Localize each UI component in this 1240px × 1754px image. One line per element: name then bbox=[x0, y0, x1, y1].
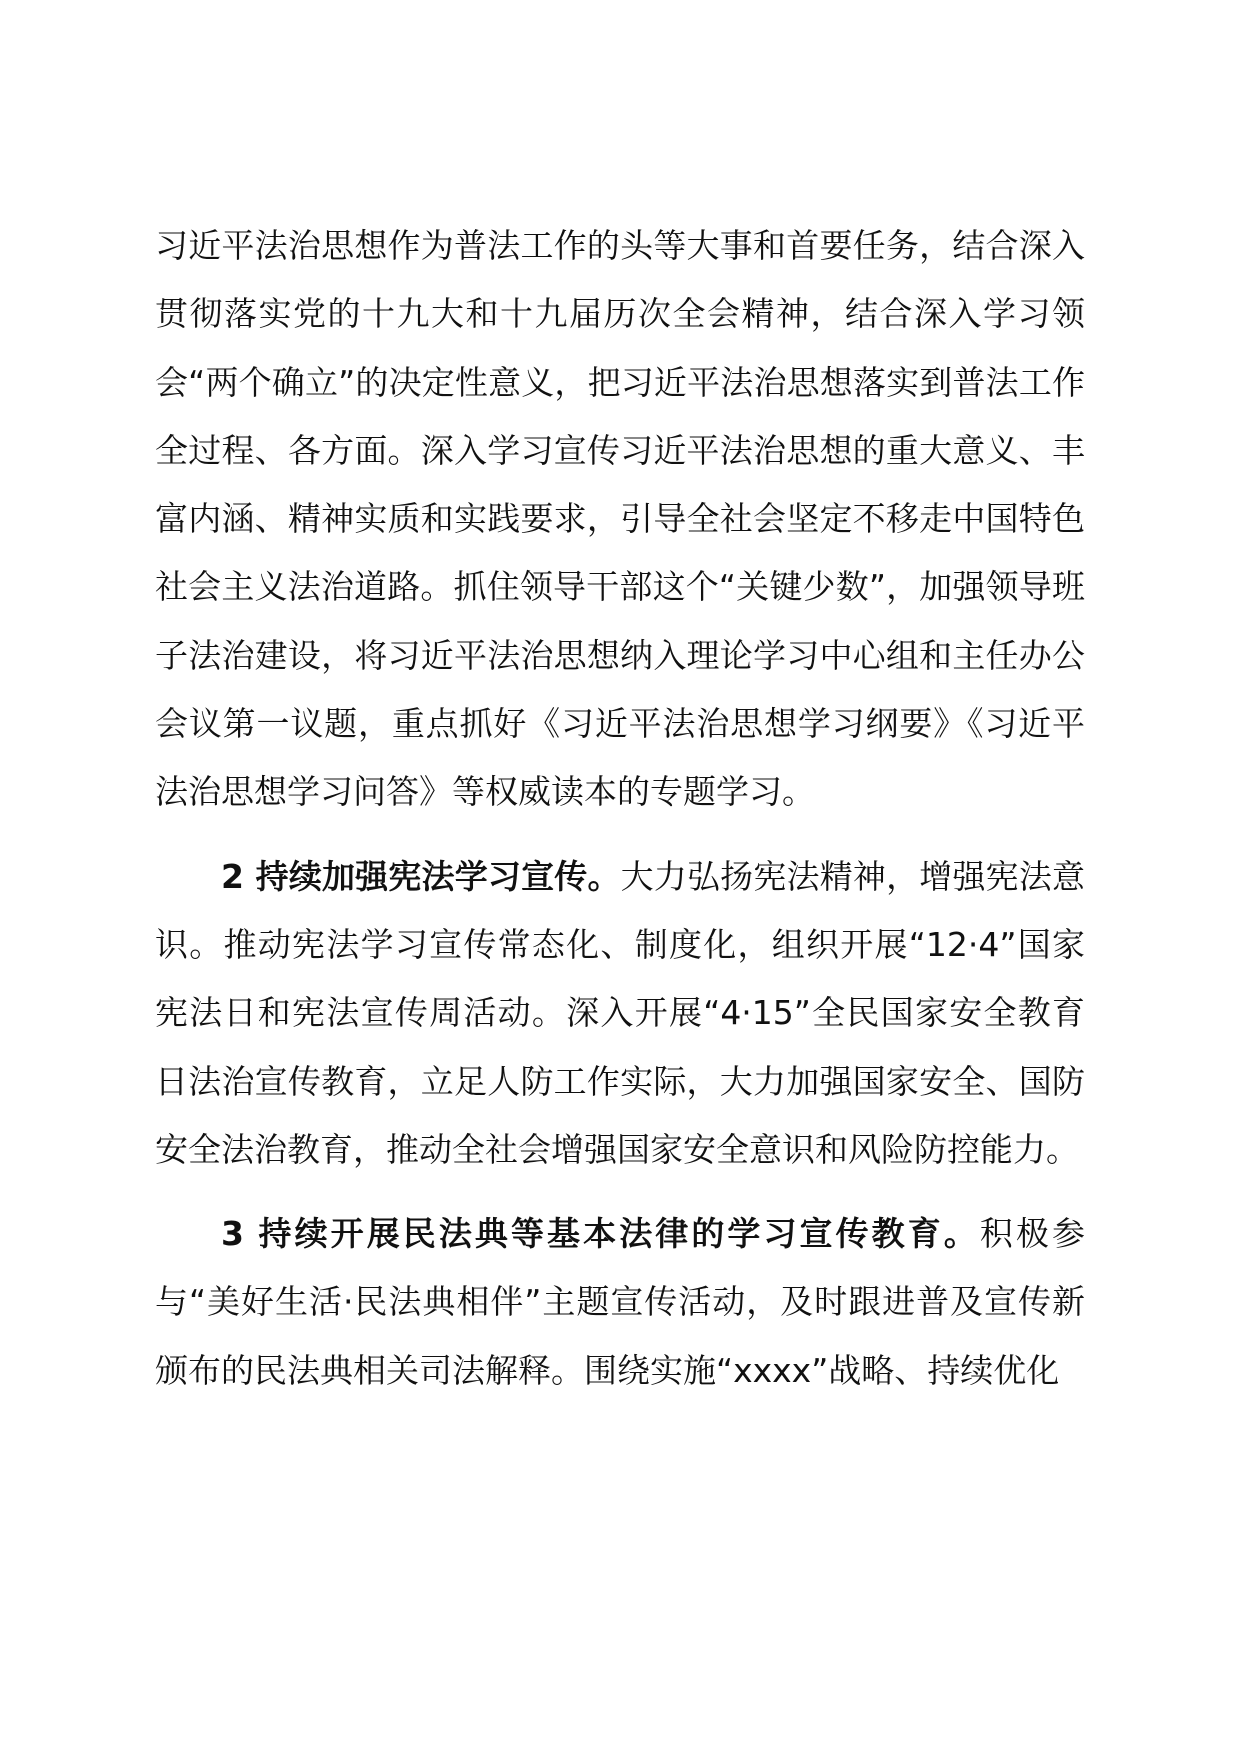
paragraph-2 bbox=[155, 843, 1085, 1184]
paragraph-1 bbox=[155, 212, 1085, 827]
paragraph-3 bbox=[155, 1200, 1085, 1405]
paragraph-2-heading: 2 持续加强宪法学习宣传。 bbox=[221, 856, 621, 896]
paragraph-3-text: 积极参与“美好生活·民法典相伴”主题宣传活动，及时跟进普及宣传新颁布的民法典相关司法解释。围绕实施“xxxx”战略、持续优化 bbox=[155, 1214, 1086, 1390]
paragraph-3-heading: 3 持续开展民法典等基本法律的学习宣传教育。 bbox=[221, 1214, 980, 1254]
document-body bbox=[155, 212, 1085, 1421]
paragraph-1-text: 习近平法治思想作为普法工作的头等大事和首要任务，结合深入贯彻落实党的十九大和十九届历次全会精神，结合深入学习领会“两个确立”的决定性意义，把习近平法治思想落实到普法工作全过程、各方面。深入学习宣传习近平法治思想的重大意义、丰富内涵、精神实质和实践要求，引导全社会坚定不移走中国特色社会主义法治道路。抓住领导干部这个“关键少数”，加强领导班子法治建设，将习近平法治思想纳入理论学习中心组和主任办公会议第一议题，重点抓好《习近平法治思想学习纲要》《习近平法治思想学习问答》等权威读本的专题学习。 bbox=[155, 226, 1085, 812]
paragraph-2-text: 大力弘扬宪法精神，增强宪法意识。推动宪法学习宣传常态化、制度化，组织开展“12·4”国家宪法日和宪法宣传周活动。深入开展“4·15”全民国家安全教育日法治宣传教育，立足人防工作实际，大力加强国家安全、国防安全法治教育，推动全社会增强国家安全意识和风险防控能力。 bbox=[155, 856, 1086, 1169]
